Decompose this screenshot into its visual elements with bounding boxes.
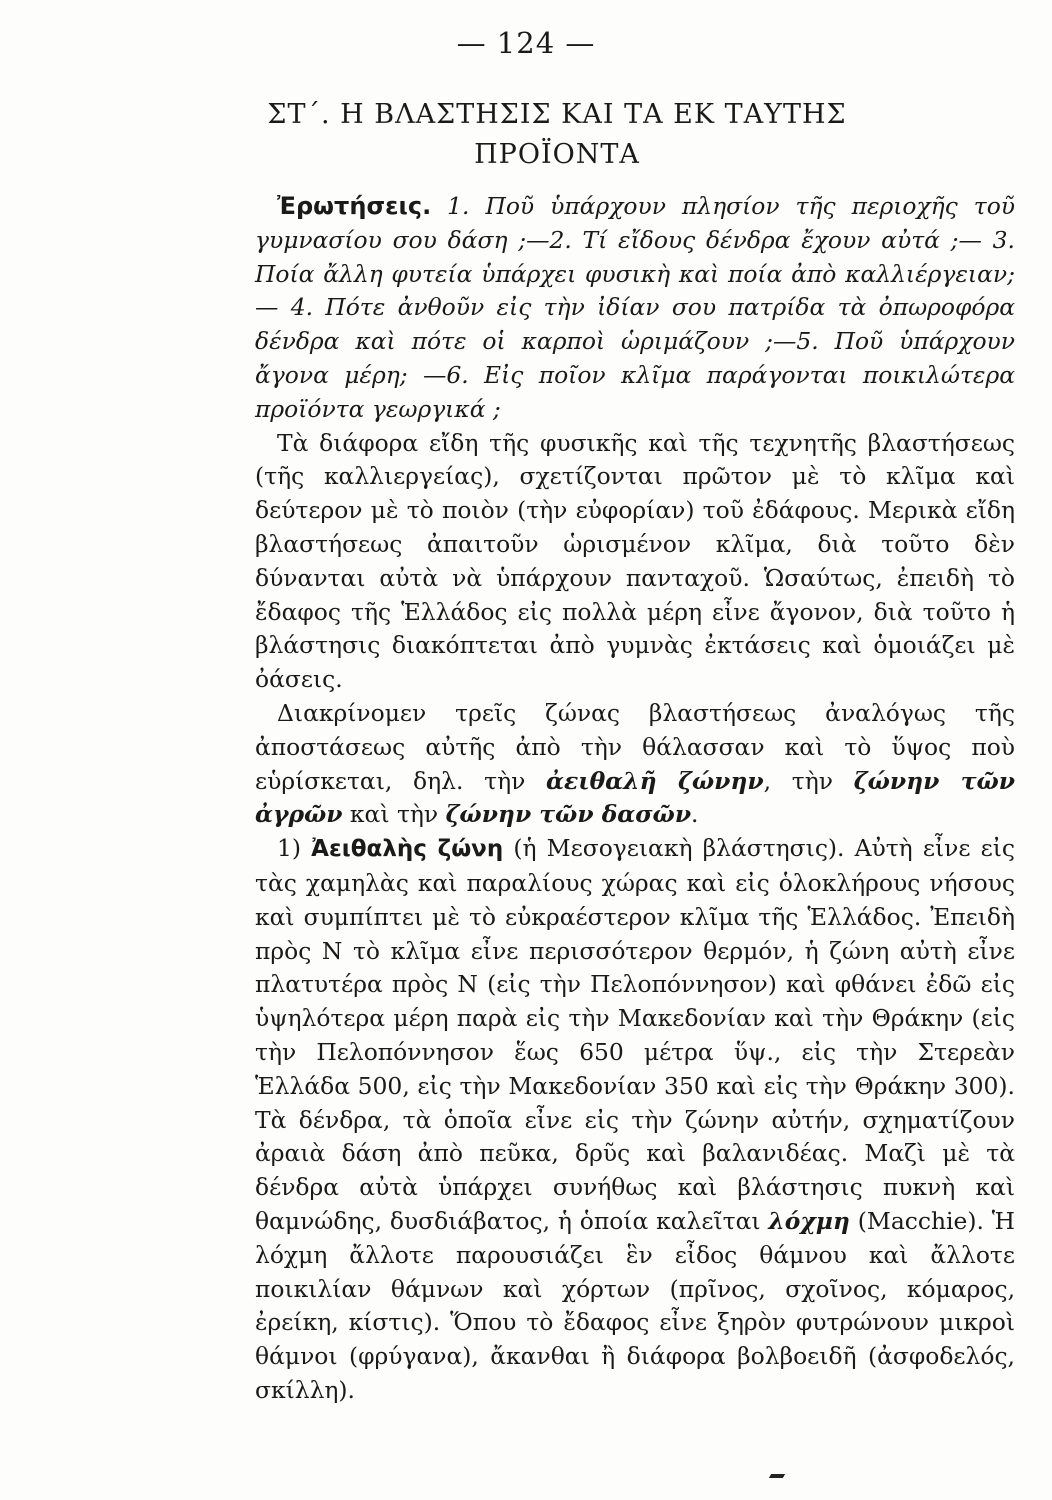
- section-text-2: (Macchie). Ἡ λόχμη ἄλλοτε παρουσιάζει ἓν εἶδος θάμνου καὶ ἄλλοτε ποικιλίαν θάμνων καὶ χόρτων (πρῖνος, σχοῖνος, κόμαρος, ἐρείκη, κίστις). Ὅπου τὸ ἔδαφος εἶνε ξηρὸν φυτρώνουν μικροὶ θάμνοι (φρύγανα), ἄκανθαι ἢ διάφορα βολβοειδῆ (ἀσφοδελός, σκίλλη).: [255, 1206, 1016, 1404]
- questions-text: 1. Ποῦ ὑπάρχουν πλησίον τῆς περιοχῆς τοῦ γυμνασίου σου δάση ;—2. Τί εἴδους δένδρα ἔχουν αὐτά ;— 3. Ποία ἄλλη φυτεία ὑπάρχει φυσικὴ καὶ ποία ἀπὸ καλλιέργειαν;— 4. Πότε ἀνθοῦν εἰς τὴν ἰδίαν σου πατρίδα τὰ ὀπωροφόρα δένδρα καὶ πότε οἱ καρποὶ ὡριμάζουν ;—5. Ποῦ ὑπάρχουν ἄγονα μέρη; —6. Εἰς ποῖον κλῖμα παράγονται ποικιλώτερα προϊόντα γεωργικά ;: [255, 192, 1015, 423]
- paragraph-three-zones: [255, 697, 1015, 832]
- questions-heading: Ἐρωτήσεις.: [277, 192, 432, 220]
- section-text-1: (ἡ Μεσογειακὴ βλάστησις). Αὐτὴ εἶνε εἰς τὰς χαμηλὰς καὶ παραλίους χώρας καὶ εἰς ὁλοκλήρους νήσους καὶ συμπίπτει μὲ τὸ εὐκραέστερον κλῖμα τῆς Ἑλλάδος. Ἐπειδὴ πρὸς Ν τὸ κλῖμα εἶνε περισσότερον θερμόν, ἡ ζώνη αὐτὴ εἶνε πλατυτέρα πρὸς Ν (εἰς τὴν Πελοπόννησον) καὶ φθάνει ἐδῶ εἰς ὑψηλότερα μέρη παρὰ εἰς τὴν Μακεδονίαν καὶ τὴν Θράκην (εἰς τὴν Πελοπόννησον ἕως 650 μέτρα ὕψ., εἰς τὴν Στερεὰν Ἑλλάδα 500, εἰς τὴν Μακεδονίαν 350 καὶ εἰς τὴν Θράκην 300). Τὰ δένδρα, τὰ ὁποῖα εἶνε εἰς τὴν ζώνην αὐτήν, σχηματίζουν ἀραιὰ δάση ἀπὸ πεῦκα, δρῦς καὶ βαλανιδέας. Μαζὶ μὲ τὰ δένδρα αὐτὰ ὑπάρχει συνήθως καὶ βλάστησις πυκνὴ καὶ θαμνώδης, δυσδιάβατος, ἡ ὁποία καλεῖται: [255, 834, 1015, 1235]
- section-heading: Ἀειθαλὴς ζώνη: [311, 836, 504, 863]
- chapter-title: [262, 95, 852, 175]
- zones-end: .: [691, 800, 699, 829]
- paragraph-evergreen-zone: [255, 832, 1015, 1408]
- zones-sep2: καὶ τὴν: [342, 800, 446, 829]
- zones-intro: Διακρίνομεν τρεῖς ζώνας βλαστήσεως ἀναλόγως τῆς ἀποστάσεως αὐτῆς ἀπὸ τὴν θάλασσαν καὶ τὸ ὕψος ποὺ εὑρίσκεται, δηλ. τὴν: [255, 698, 1015, 795]
- zones-sep1: , τὴν: [763, 766, 854, 795]
- print-mark: [769, 1474, 785, 1478]
- paragraph-vegetation-types: Τὰ διάφορα εἴδη τῆς φυσικῆς καὶ τῆς τεχνητῆς βλαστήσεως (τῆς καλλιεργείας), σχετίζονται πρῶτον μὲ τὸ κλῖμα καὶ δεύτερον μὲ τὸ ποιὸν (τὴν εὐφορίαν) τοῦ ἐδάφους. Μερικὰ εἴδη βλαστήσεως ἀπαιτοῦν ὡρισμένον κλῖμα, διὰ τοῦτο δὲν δύνανται αὐτὰ νὰ ὑπάρχουν πανταχοῦ. Ὡσαύτως, ἐπειδὴ τὸ ἔδαφος τῆς Ἑλλάδος εἰς πολλὰ μέρη εἶνε ἄγονον, διὰ τοῦτο ἡ βλάστησις διακόπτεται ἀπὸ γυμνὰς ἐκτάσεις καὶ ὁμοιάζει μὲ ὀάσεις.: [255, 428, 1015, 694]
- page-number: — 124 —: [456, 26, 596, 60]
- section-number: 1): [277, 834, 312, 863]
- chapter-title-line2: ΠΡΟΪΟΝΤΑ: [474, 139, 640, 170]
- questions-paragraph: [255, 190, 1015, 427]
- chapter-title-line1: ΣΤ΄. Η ΒΛΑΣΤΗΣΙΣ ΚΑΙ ΤΑ ΕΚ ΤΑΥΤΗΣ: [267, 99, 847, 130]
- term-fields-zone: ζώνην τῶν ἀγρῶν: [255, 766, 1015, 829]
- body-text: [255, 190, 1015, 1408]
- term-lochmi: λόχμη: [768, 1206, 850, 1235]
- term-evergreen-zone: ἀειθαλῆ ζώνην: [546, 766, 764, 795]
- term-forest-zone: ζώνην τῶν δασῶν: [445, 800, 692, 829]
